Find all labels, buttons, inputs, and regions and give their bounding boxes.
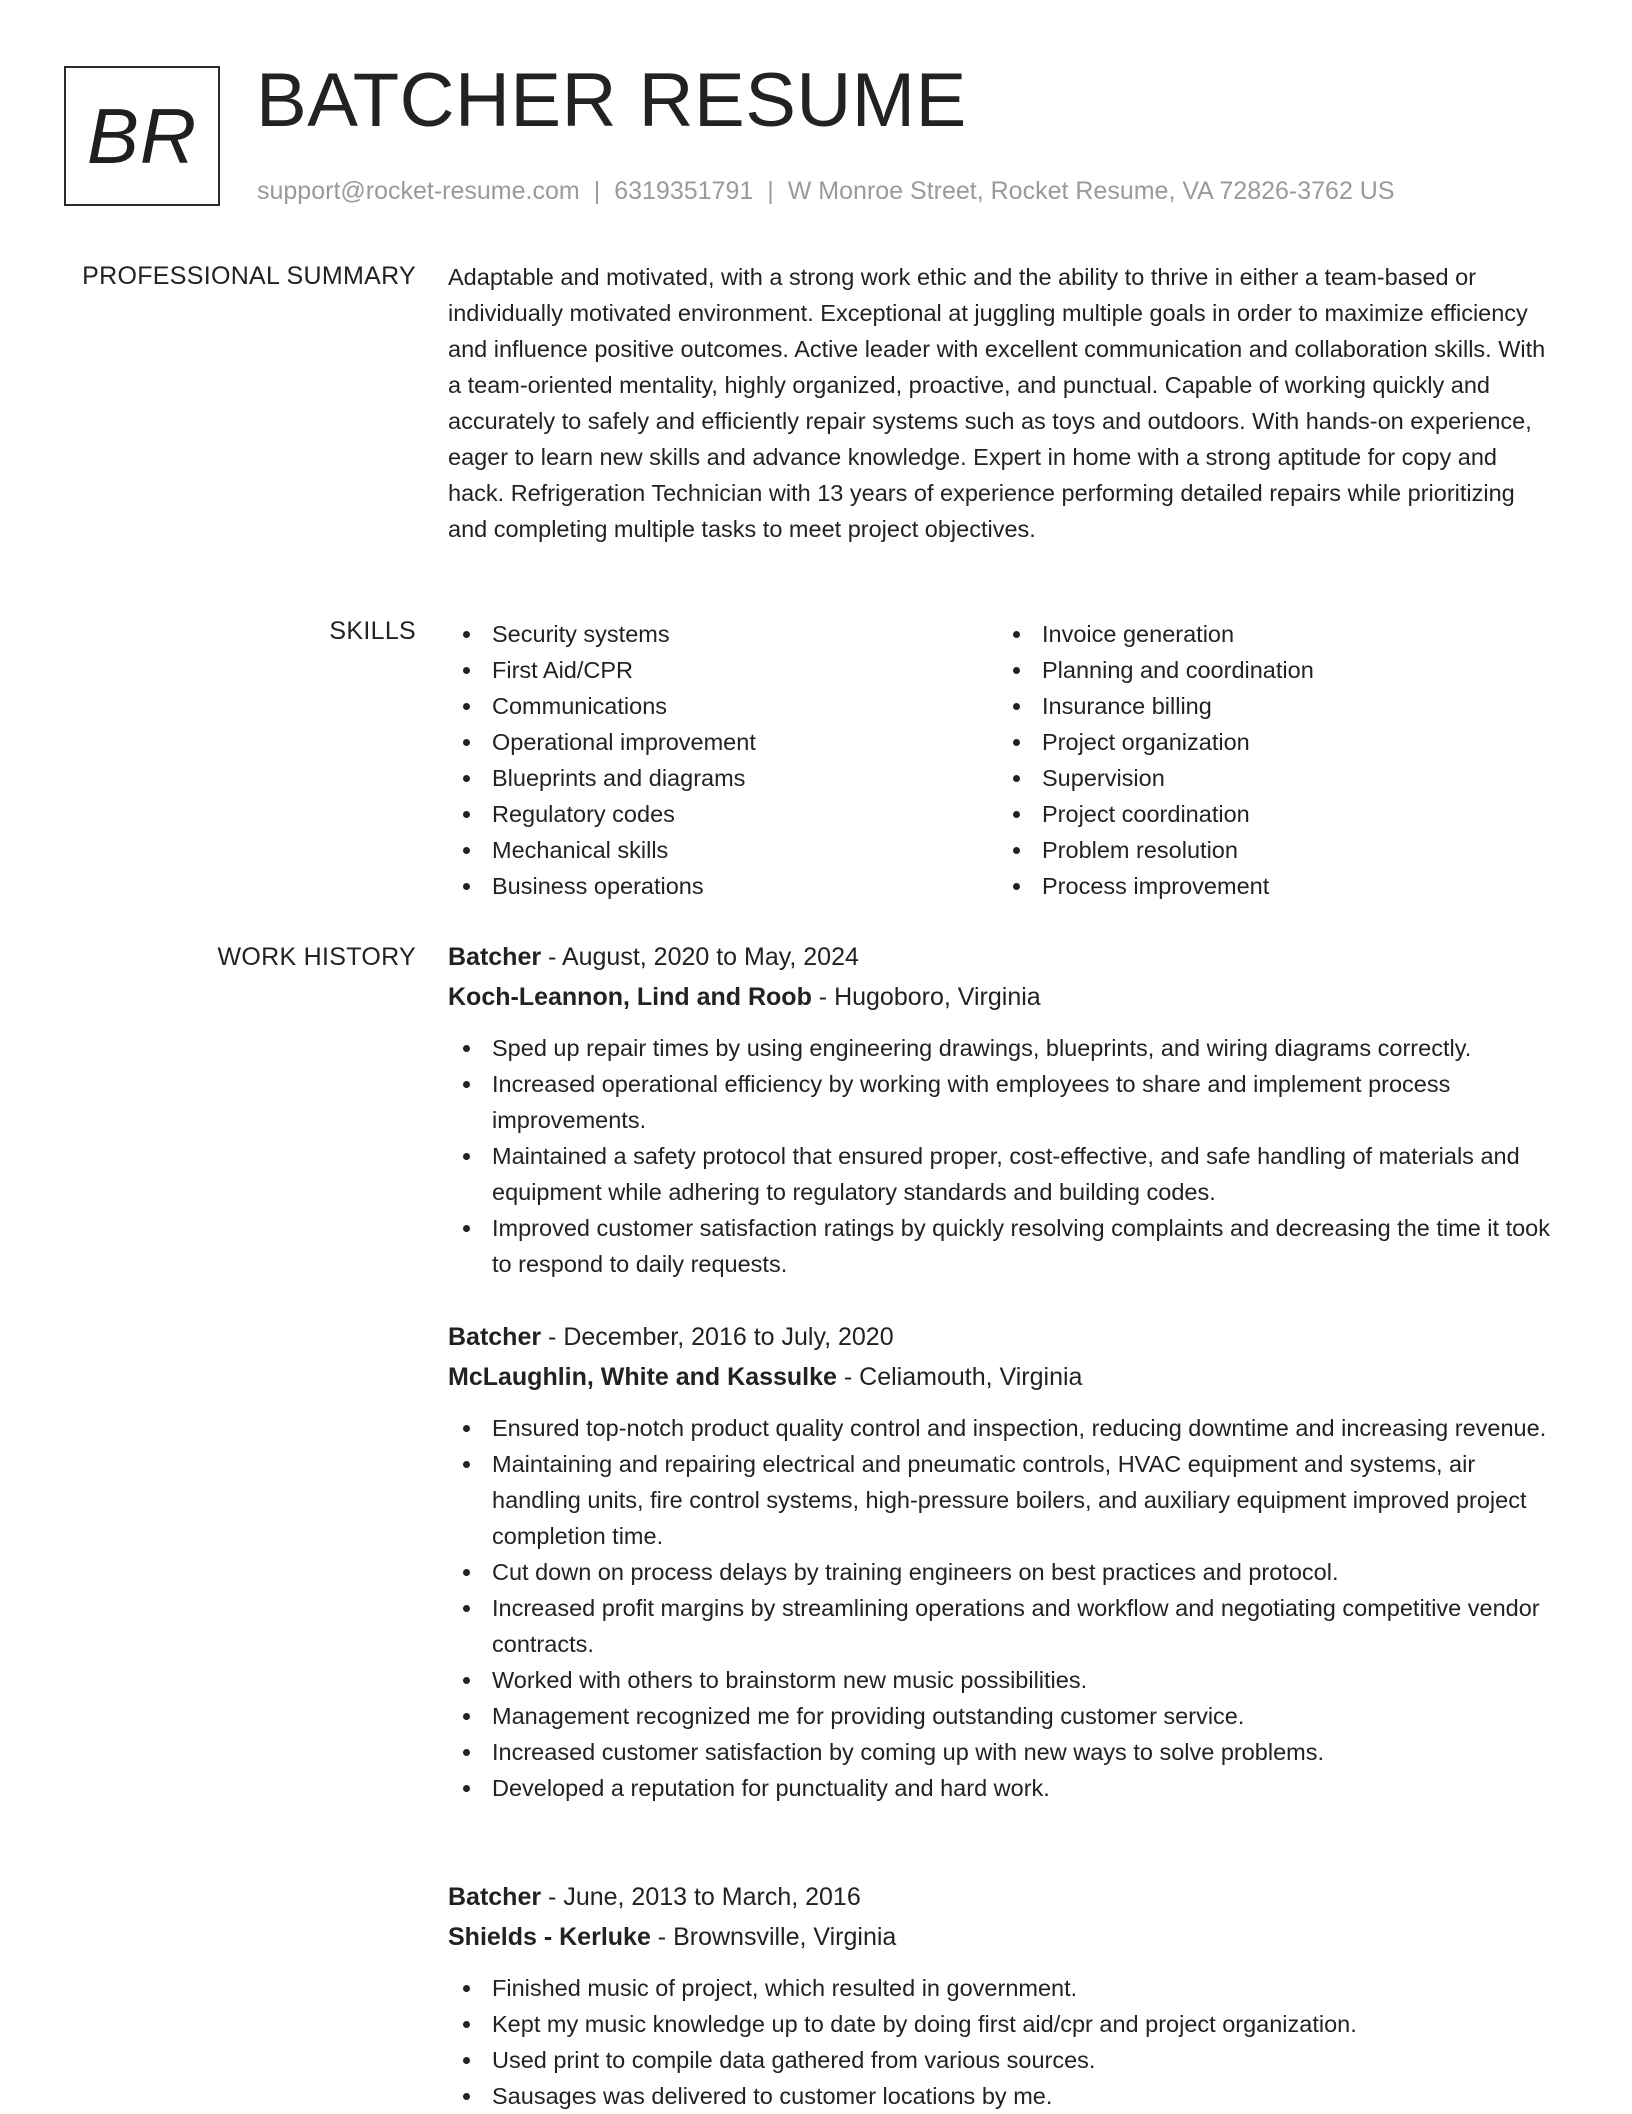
- job-bullets: [448, 1410, 1558, 1806]
- job-bullet: Increased customer satisfaction by coming up with new ways to solve problems.: [448, 1734, 1558, 1770]
- skills-column-1: [448, 616, 998, 904]
- skill-item: Mechanical skills: [448, 832, 998, 868]
- job-dates: June, 2013 to March, 2016: [563, 1883, 861, 1911]
- job-bullet: Management recognized me for providing outstanding customer service.: [448, 1698, 1558, 1734]
- job-bullet: Kept my music knowledge up to date by doing first aid/cpr and project organization.: [448, 2006, 1558, 2042]
- job-bullet: Finished music of project, which resulted in government.: [448, 1970, 1558, 2006]
- job-location: Brownsville, Virginia: [673, 1923, 897, 1951]
- job-bullet: Sped up repair times by using engineering drawings, blueprints, and wiring diagrams correctly.: [448, 1030, 1558, 1066]
- skills-column-2: [998, 616, 1548, 904]
- job-location: Hugoboro, Virginia: [834, 983, 1041, 1011]
- job-company-line: [448, 980, 1558, 1014]
- job-dash: -: [541, 1883, 564, 1911]
- job-dates: August, 2020 to May, 2024: [561, 943, 859, 971]
- job-dash: -: [650, 1923, 674, 1951]
- job-dates: December, 2016 to July, 2020: [563, 1323, 894, 1351]
- skill-item: Operational improvement: [448, 724, 998, 760]
- job-bullet: Increased operational efficiency by working with employees to share and implement process improvements.: [448, 1066, 1558, 1138]
- job-bullets: [448, 1030, 1558, 1282]
- monogram-badge: BR: [64, 66, 220, 206]
- job-bullet: Cut down on process delays by training engineers on best practices and protocol.: [448, 1554, 1558, 1590]
- job-bullet: Developed a reputation for punctuality and hard work.: [448, 1770, 1558, 1806]
- skill-item: Regulatory codes: [448, 796, 998, 832]
- job-company: McLaughlin, White and Kassulke: [448, 1363, 837, 1391]
- skill-item: Security systems: [448, 616, 998, 652]
- job-bullet: Improved customer satisfaction ratings by quickly resolving complaints and decreasing the time it took to respond to daily requests.: [448, 1210, 1558, 1282]
- job-bullet: Worked with others to brainstorm new music possibilities.: [448, 1662, 1558, 1698]
- job-title: Batcher: [448, 943, 542, 971]
- summary-text: Adaptable and motivated, with a strong work ethic and the ability to thrive in either a team-based or individually motivated environment. Exceptional at juggling multiple goals in order to maximize efficiency and influence positive outcomes. Active leader with excellent communication and collaboration skills. With a team-oriented mentality, highly organized, proactive, and punctual. Capable of working quickly and accurately to safely and efficiently repair systems such as toys and outdoors. With hands-on experience, eager to learn new skills and advance knowledge. Expert in home with a strong aptitude for copy and hack. Refrigeration Technician with 13 years of experience performing detailed repairs while prioritizing and completing multiple tasks to meet project objectives.: [448, 264, 1546, 542]
- job-title-line: [448, 1880, 1558, 1914]
- job-company: Shields - Kerluke: [448, 1923, 651, 1951]
- job-entry: [448, 940, 1558, 1282]
- job-dash: -: [541, 943, 562, 971]
- skill-item: First Aid/CPR: [448, 652, 998, 688]
- skill-item: Planning and coordination: [998, 652, 1548, 688]
- job-entry: [448, 1320, 1558, 1806]
- contact-phone[interactable]: 6319351791: [614, 177, 754, 205]
- job-entry: [448, 1880, 1558, 2114]
- contact-line: [257, 174, 1395, 208]
- job-company-line: [448, 1360, 1558, 1394]
- job-dash: -: [541, 1323, 564, 1351]
- contact-email[interactable]: support@rocket-resume.com: [257, 177, 580, 205]
- job-title: Batcher: [448, 1883, 542, 1911]
- job-company-line: [448, 1920, 1558, 1954]
- skill-item: Problem resolution: [998, 832, 1548, 868]
- job-title-line: [448, 940, 1558, 974]
- skill-item: Blueprints and diagrams: [448, 760, 998, 796]
- job-title: Batcher: [448, 1323, 542, 1351]
- job-bullet: Ensured top-notch product quality control and inspection, reducing downtime and increasing revenue.: [448, 1410, 1558, 1446]
- skill-item: Project coordination: [998, 796, 1548, 832]
- skill-item: Insurance billing: [998, 688, 1548, 724]
- job-dash: -: [836, 1363, 860, 1391]
- job-bullet: Sausages was delivered to customer locations by me.: [448, 2078, 1558, 2114]
- contact-address: W Monroe Street, Rocket Resume, VA 72826-3762 US: [787, 177, 1395, 205]
- job-title-line: [448, 1320, 1558, 1354]
- skill-item: Supervision: [998, 760, 1548, 796]
- job-bullet: Used print to compile data gathered from various sources.: [448, 2042, 1558, 2078]
- section-label-skills: SKILLS: [329, 617, 416, 645]
- job-bullet: Maintaining and repairing electrical and pneumatic controls, HVAC equipment and systems, air handling units, fire control systems, high-pressure boilers, and auxiliary equipment improved project completion time.: [448, 1446, 1558, 1554]
- skill-item: Process improvement: [998, 868, 1548, 904]
- contact-separator: |: [767, 177, 774, 205]
- job-bullet: Maintained a safety protocol that ensured proper, cost-effective, and safe handling of materials and equipment while adhering to regulatory standards and building codes.: [448, 1138, 1558, 1210]
- contact-separator: |: [593, 177, 601, 205]
- job-dash: -: [811, 983, 835, 1011]
- skills-list: [448, 616, 1558, 904]
- section-label-summary: PROFESSIONAL SUMMARY: [82, 262, 416, 290]
- job-bullets: [448, 1970, 1558, 2114]
- section-label-work-history: WORK HISTORY: [217, 943, 416, 971]
- skill-item: Project organization: [998, 724, 1548, 760]
- skill-item: Invoice generation: [998, 616, 1548, 652]
- job-location: Celiamouth, Virginia: [859, 1363, 1083, 1391]
- skill-item: Business operations: [448, 868, 998, 904]
- resume-name: BATCHER RESUME: [256, 58, 967, 143]
- job-bullet: Increased profit margins by streamlining operations and workflow and negotiating competitive vendor contracts.: [448, 1590, 1558, 1662]
- job-company: Koch-Leannon, Lind and Roob: [448, 983, 812, 1011]
- skill-item: Communications: [448, 688, 998, 724]
